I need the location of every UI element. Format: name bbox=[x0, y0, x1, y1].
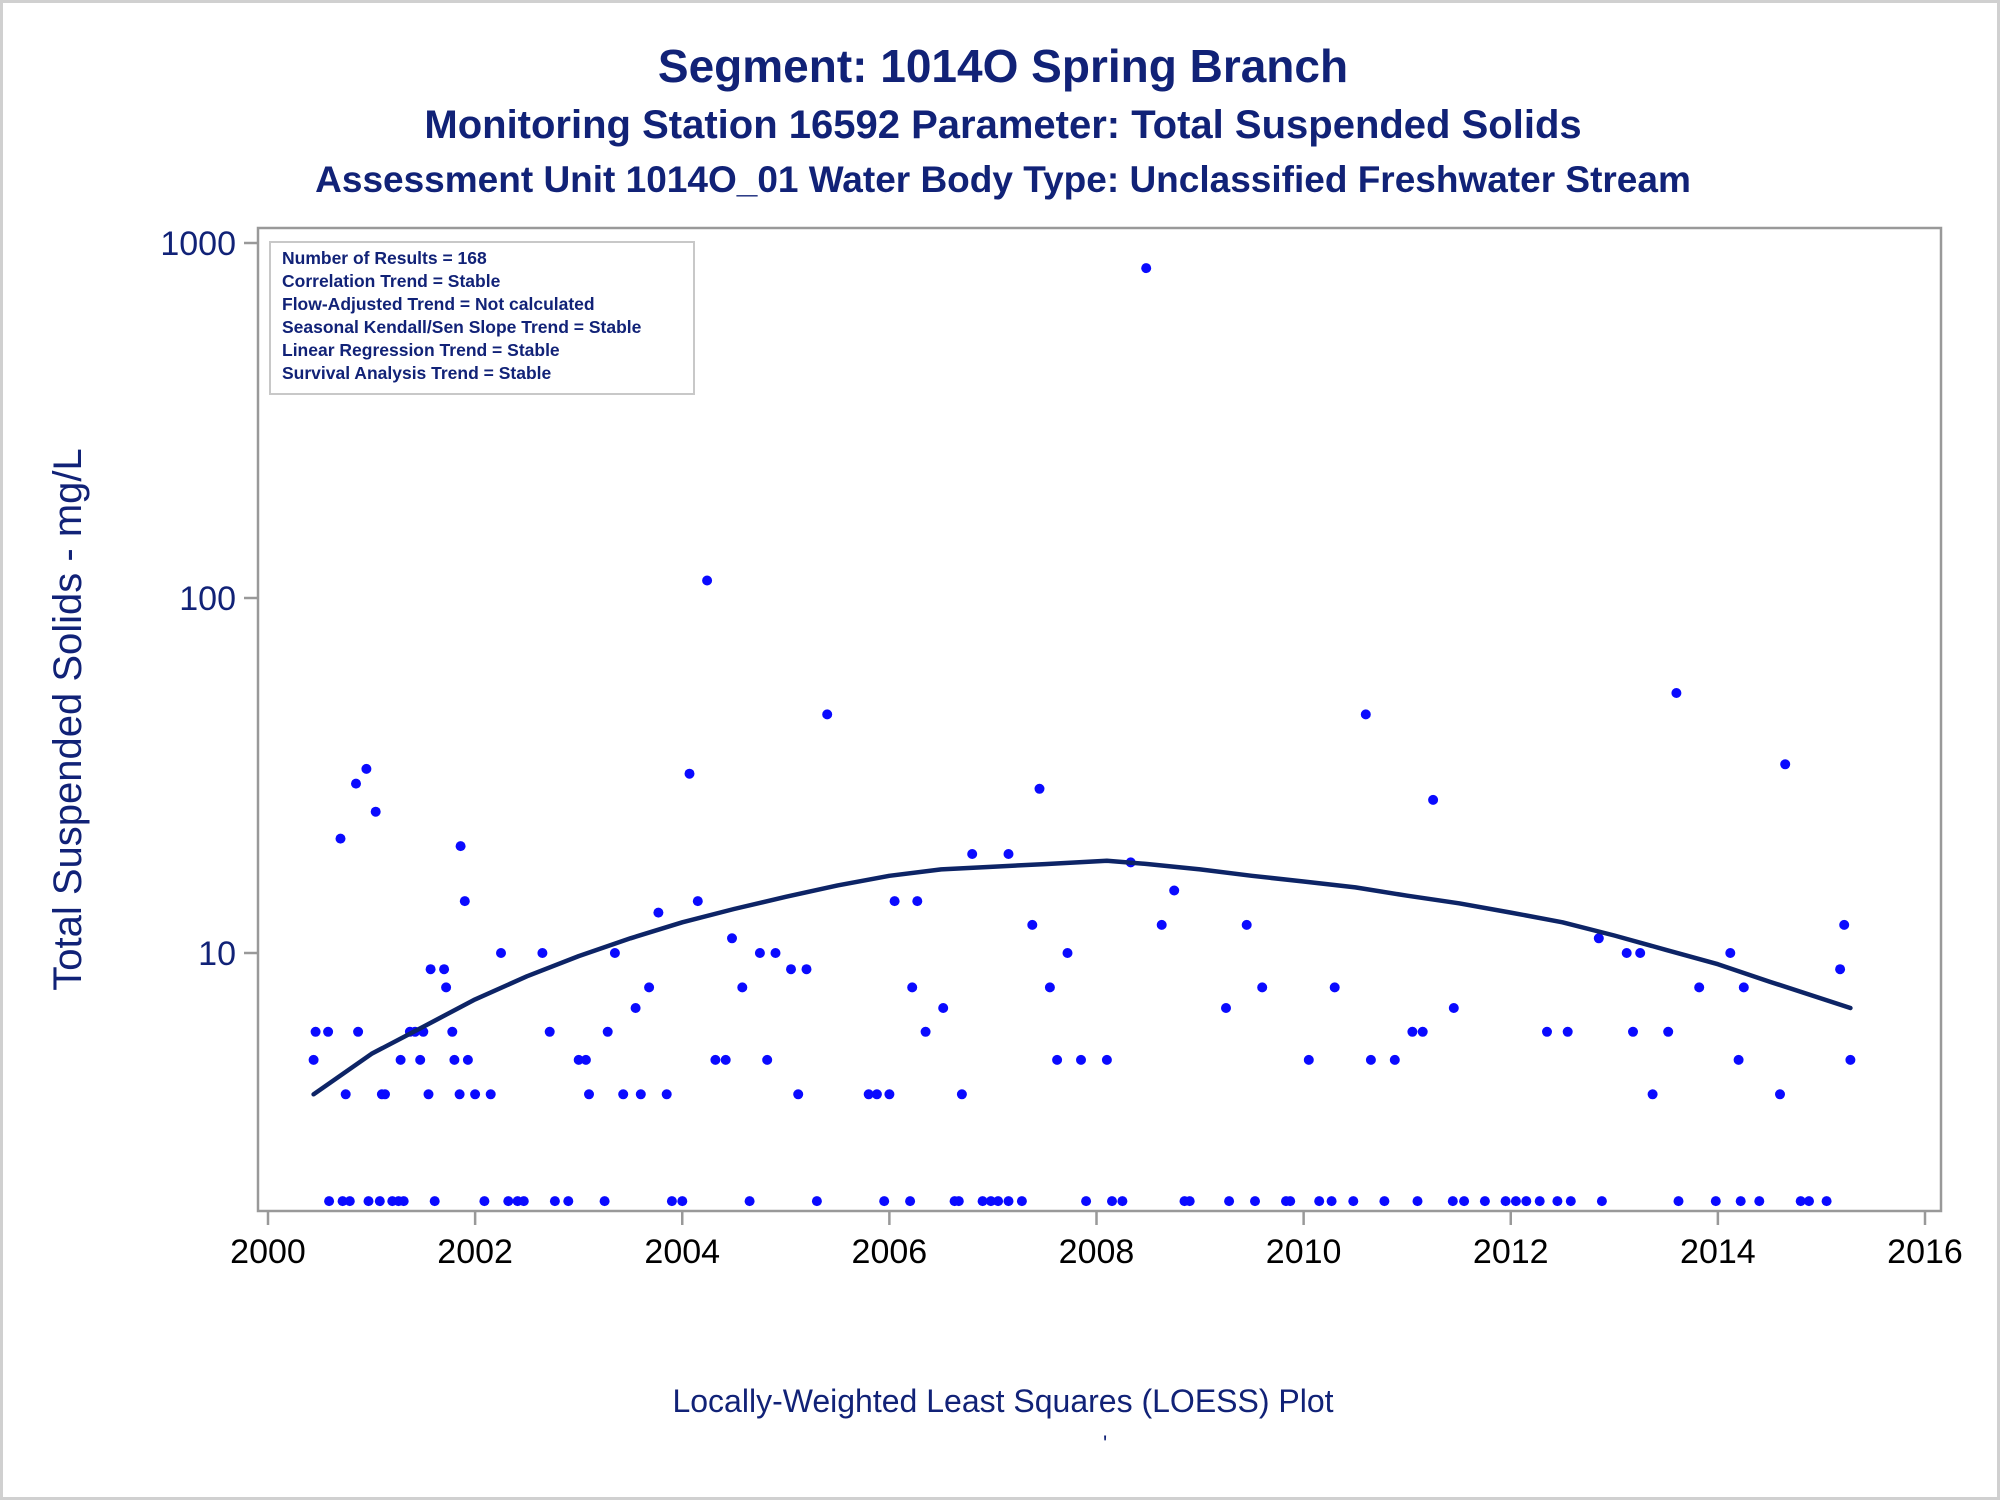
data-point bbox=[1521, 1196, 1531, 1206]
data-point bbox=[1304, 1055, 1314, 1065]
data-point bbox=[1448, 1196, 1458, 1206]
data-point bbox=[364, 1196, 374, 1206]
data-point bbox=[1035, 784, 1045, 794]
data-point bbox=[890, 896, 900, 906]
data-point bbox=[1845, 1055, 1855, 1065]
stats-legend-line: Linear Regression Trend = Stable bbox=[282, 340, 560, 360]
data-point bbox=[447, 1027, 457, 1037]
footnote: Locally-Weighted Least Squares (LOESS) Plot bbox=[672, 1383, 1334, 1419]
data-point bbox=[1480, 1196, 1490, 1206]
data-point bbox=[1052, 1055, 1062, 1065]
data-point bbox=[1379, 1196, 1389, 1206]
data-point bbox=[380, 1089, 390, 1099]
data-point bbox=[771, 948, 781, 958]
y-tick-label-100: 100 bbox=[179, 580, 236, 618]
data-point bbox=[1141, 263, 1151, 273]
data-point bbox=[1780, 759, 1790, 769]
data-point bbox=[309, 1055, 319, 1065]
data-point bbox=[1822, 1196, 1832, 1206]
data-point bbox=[755, 948, 765, 958]
scatter-plot bbox=[3, 3, 2000, 1503]
data-point bbox=[603, 1027, 613, 1037]
chart-subtitle-assessment: Assessment Unit 1014O_01 Water Body Type: Unclassified Freshwater Stream bbox=[315, 159, 1691, 200]
data-point bbox=[993, 1196, 1003, 1206]
data-point bbox=[1157, 920, 1167, 930]
data-point bbox=[1185, 1196, 1195, 1206]
data-point bbox=[1648, 1089, 1658, 1099]
data-point bbox=[375, 1196, 385, 1206]
data-point bbox=[470, 1089, 480, 1099]
data-point bbox=[1674, 1196, 1684, 1206]
x-tick-label-2002: 2002 bbox=[437, 1233, 513, 1271]
data-point bbox=[1407, 1027, 1417, 1037]
data-point bbox=[884, 1089, 894, 1099]
data-point bbox=[1449, 1003, 1459, 1013]
data-point bbox=[1102, 1055, 1112, 1065]
data-point bbox=[1839, 920, 1849, 930]
data-point bbox=[1739, 982, 1749, 992]
data-point bbox=[396, 1055, 406, 1065]
data-point bbox=[503, 1196, 513, 1206]
data-point bbox=[1348, 1196, 1358, 1206]
data-point bbox=[1076, 1055, 1086, 1065]
stats-legend-line: Flow-Adjusted Trend = Not calculated bbox=[282, 294, 595, 314]
data-point bbox=[1390, 1055, 1400, 1065]
data-point bbox=[737, 982, 747, 992]
data-point bbox=[618, 1089, 628, 1099]
data-point bbox=[1045, 982, 1055, 992]
data-point bbox=[1628, 1027, 1638, 1037]
data-point bbox=[1169, 886, 1179, 896]
data-point bbox=[1418, 1027, 1428, 1037]
data-point bbox=[460, 896, 470, 906]
data-point bbox=[938, 1003, 948, 1013]
data-point bbox=[1563, 1027, 1573, 1037]
data-point bbox=[496, 948, 506, 958]
data-point bbox=[439, 964, 449, 974]
stats-legend-line: Survival Analysis Trend = Stable bbox=[282, 363, 552, 383]
data-point bbox=[653, 908, 663, 918]
data-point bbox=[721, 1055, 731, 1065]
x-tick-label-2012: 2012 bbox=[1472, 1233, 1549, 1271]
data-point bbox=[1027, 920, 1037, 930]
data-point bbox=[912, 896, 922, 906]
data-point bbox=[802, 964, 812, 974]
data-point bbox=[1221, 1003, 1231, 1013]
data-point bbox=[1552, 1196, 1562, 1206]
data-point bbox=[1285, 1196, 1295, 1206]
data-point bbox=[441, 982, 451, 992]
data-point bbox=[1635, 948, 1645, 958]
data-point bbox=[311, 1027, 321, 1037]
data-point bbox=[1063, 948, 1073, 958]
x-tick-label-2004: 2004 bbox=[644, 1233, 721, 1271]
data-point bbox=[336, 834, 346, 844]
data-point bbox=[1250, 1196, 1260, 1206]
data-point bbox=[449, 1055, 459, 1065]
data-point bbox=[399, 1196, 409, 1206]
data-point bbox=[1004, 849, 1014, 859]
data-point bbox=[371, 807, 381, 817]
data-point bbox=[341, 1089, 351, 1099]
data-point bbox=[584, 1089, 594, 1099]
chart-subtitle-station: Monitoring Station 16592 Parameter: Total Suspended Solids bbox=[424, 103, 1582, 147]
data-point bbox=[610, 948, 620, 958]
data-point bbox=[1594, 933, 1604, 943]
data-point bbox=[479, 1196, 489, 1206]
data-point bbox=[685, 769, 695, 779]
data-point bbox=[1327, 1196, 1337, 1206]
data-point bbox=[430, 1196, 440, 1206]
data-point bbox=[519, 1196, 529, 1206]
data-point bbox=[1366, 1055, 1376, 1065]
data-point bbox=[1663, 1027, 1673, 1037]
stats-legend-line: Number of Results = 168 bbox=[282, 248, 487, 268]
data-point bbox=[677, 1196, 687, 1206]
data-point bbox=[324, 1196, 334, 1206]
data-point bbox=[563, 1196, 573, 1206]
data-point bbox=[1004, 1196, 1014, 1206]
data-point bbox=[1511, 1196, 1521, 1206]
data-point bbox=[1671, 688, 1681, 698]
x-tick-label-2008: 2008 bbox=[1058, 1233, 1135, 1271]
data-point bbox=[1017, 1196, 1027, 1206]
data-point bbox=[1107, 1196, 1117, 1206]
y-tick-label-1000: 1000 bbox=[160, 225, 236, 263]
x-tick-label-2014: 2014 bbox=[1680, 1233, 1756, 1271]
data-point bbox=[636, 1089, 646, 1099]
data-point bbox=[1694, 982, 1704, 992]
data-point bbox=[353, 1027, 363, 1037]
stats-legend-line: Seasonal Kendall/Sen Slope Trend = Stable bbox=[282, 317, 642, 337]
data-point bbox=[424, 1089, 434, 1099]
data-point bbox=[631, 1003, 641, 1013]
data-point bbox=[1413, 1196, 1423, 1206]
data-point bbox=[1428, 795, 1438, 805]
data-point bbox=[1711, 1196, 1721, 1206]
data-point bbox=[463, 1055, 473, 1065]
data-point bbox=[907, 982, 917, 992]
data-point bbox=[455, 1089, 465, 1099]
data-point bbox=[1535, 1196, 1545, 1206]
data-point bbox=[1804, 1196, 1814, 1206]
data-point bbox=[644, 982, 654, 992]
data-point bbox=[415, 1055, 425, 1065]
data-point bbox=[486, 1089, 496, 1099]
data-point bbox=[1835, 964, 1845, 974]
data-point bbox=[921, 1027, 931, 1037]
data-point bbox=[745, 1196, 755, 1206]
data-point bbox=[667, 1196, 677, 1206]
data-point bbox=[1501, 1196, 1511, 1206]
data-point bbox=[1775, 1089, 1785, 1099]
data-point bbox=[1542, 1027, 1552, 1037]
data-point bbox=[1597, 1196, 1607, 1206]
chart-title: Segment: 1014O Spring Branch bbox=[657, 40, 1349, 92]
data-point bbox=[812, 1196, 822, 1206]
data-point bbox=[1242, 920, 1252, 930]
data-point bbox=[954, 1196, 964, 1206]
data-point bbox=[351, 779, 361, 789]
data-point bbox=[905, 1196, 915, 1206]
data-point bbox=[426, 964, 436, 974]
x-tick-label-2016: 2016 bbox=[1887, 1233, 1963, 1271]
data-point bbox=[662, 1089, 672, 1099]
data-point bbox=[600, 1196, 610, 1206]
data-point bbox=[1754, 1196, 1764, 1206]
data-point bbox=[727, 933, 737, 943]
data-point bbox=[456, 841, 466, 851]
x-tick-label-2010: 2010 bbox=[1265, 1233, 1342, 1271]
data-point bbox=[822, 709, 832, 719]
data-point bbox=[793, 1089, 803, 1099]
data-point bbox=[1725, 948, 1735, 958]
y-axis-label: Total Suspended Solids - mg/L bbox=[46, 448, 90, 991]
data-point bbox=[537, 948, 547, 958]
data-point bbox=[361, 764, 371, 774]
data-point bbox=[786, 964, 796, 974]
data-point bbox=[345, 1196, 355, 1206]
data-point bbox=[1361, 709, 1371, 719]
data-point bbox=[323, 1027, 333, 1037]
data-point bbox=[1736, 1196, 1746, 1206]
stats-legend-line: Correlation Trend = Stable bbox=[282, 271, 501, 291]
data-point bbox=[1566, 1196, 1576, 1206]
data-point bbox=[702, 576, 712, 586]
data-point bbox=[957, 1089, 967, 1099]
x-tick-label-2000: 2000 bbox=[230, 1233, 306, 1271]
data-point bbox=[879, 1196, 889, 1206]
data-point bbox=[1224, 1196, 1234, 1206]
y-tick-label-10: 10 bbox=[198, 935, 236, 973]
x-tick-label-2006: 2006 bbox=[851, 1233, 928, 1271]
data-point bbox=[1622, 948, 1632, 958]
data-point bbox=[1734, 1055, 1744, 1065]
data-point bbox=[967, 849, 977, 859]
data-point bbox=[1117, 1196, 1127, 1206]
data-point bbox=[1081, 1196, 1091, 1206]
data-point bbox=[710, 1055, 720, 1065]
data-point bbox=[550, 1196, 560, 1206]
data-point bbox=[1257, 982, 1267, 992]
data-point bbox=[1314, 1196, 1324, 1206]
data-point bbox=[1330, 982, 1340, 992]
data-point bbox=[1459, 1196, 1469, 1206]
data-point bbox=[762, 1055, 772, 1065]
footnote-mark: ' bbox=[1103, 1431, 1108, 1456]
data-point bbox=[693, 896, 703, 906]
data-point bbox=[872, 1089, 882, 1099]
data-point bbox=[581, 1055, 591, 1065]
data-point bbox=[545, 1027, 555, 1037]
